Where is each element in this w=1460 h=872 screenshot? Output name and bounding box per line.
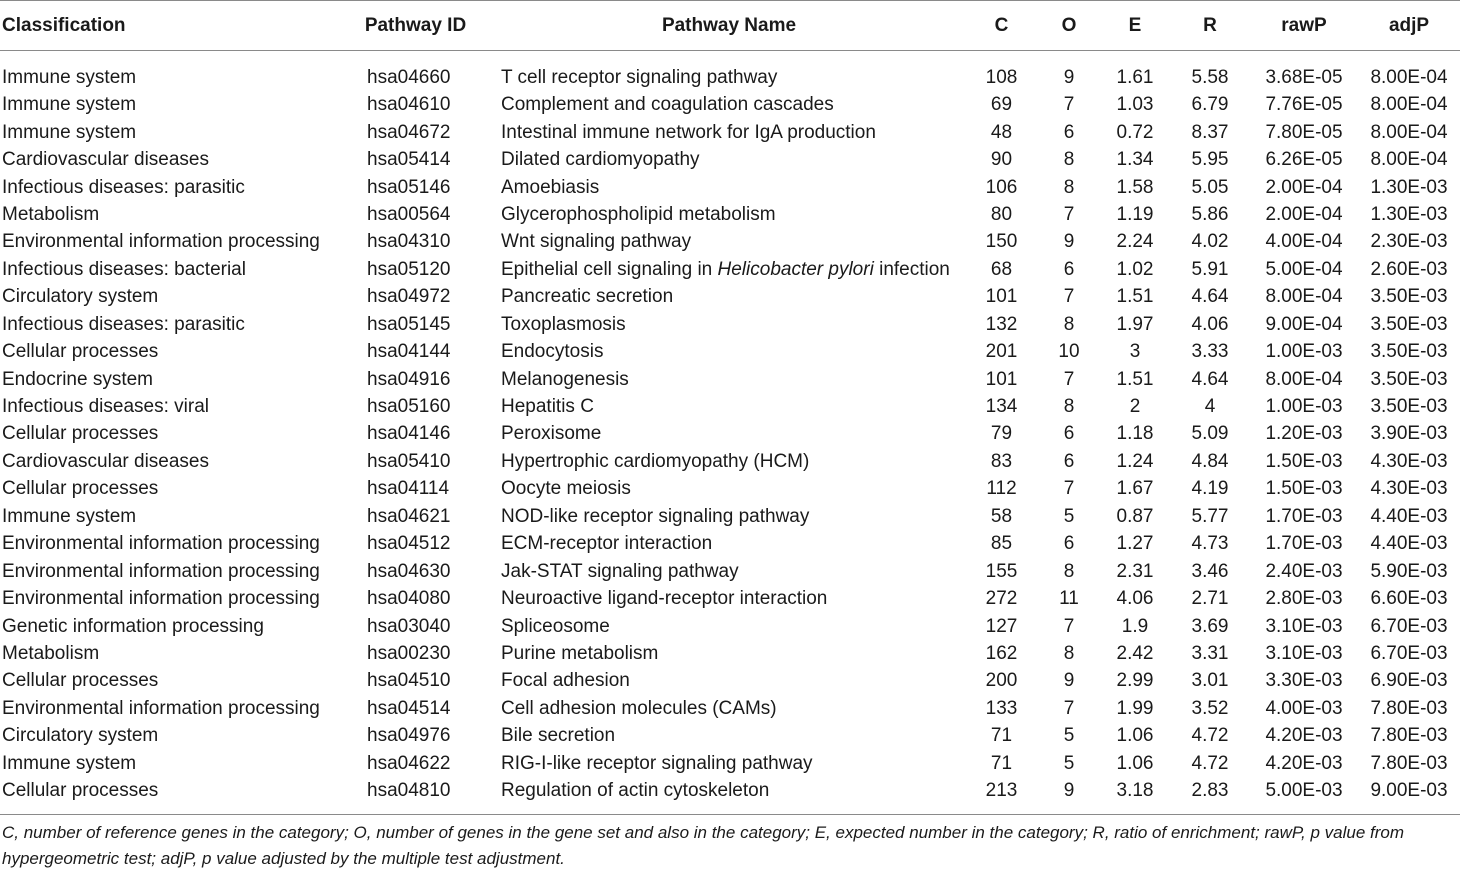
cell-e: 1.58 — [1116, 176, 1154, 198]
cell-pathway-name: Neuroactive ligand-receptor interaction — [501, 588, 828, 610]
cell-rawp: 2.80E-03 — [1265, 588, 1343, 610]
cell-adjp: 1.30E-03 — [1370, 176, 1448, 198]
cell-pathway-name: Oocyte meiosis — [501, 478, 631, 500]
cell-pathway-name: Amoebiasis — [501, 176, 600, 198]
cell-c: 79 — [990, 423, 1013, 445]
cell-pathway-name: Spliceosome — [501, 615, 610, 637]
cell-classification: Environmental information processing — [2, 533, 320, 555]
table-row — [0, 722, 1460, 749]
cell-adjp: 6.90E-03 — [1370, 670, 1448, 692]
cell-classification: Cardiovascular diseases — [2, 450, 209, 472]
table-row — [0, 503, 1460, 530]
cell-classification: Cellular processes — [0, 777, 338, 815]
cell-pathway-id: hsa05145 — [367, 313, 451, 335]
header-e: E — [1100, 1, 1170, 51]
cell-r: 4.19 — [1191, 478, 1229, 500]
cell-e: 0.72 — [1116, 121, 1154, 143]
cell-e: 1.02 — [1116, 258, 1154, 280]
cell-pathway-name: T cell receptor signaling pathway — [501, 67, 778, 88]
cell-adjp: 4.30E-03 — [1370, 478, 1448, 500]
cell-c: 101 — [985, 286, 1018, 308]
cell-e: 3 — [1129, 341, 1141, 363]
cell-adjp: 4.40E-03 — [1370, 505, 1448, 527]
header-c: C — [965, 1, 1038, 51]
cell-pathway-name: Dilated cardiomyopathy — [501, 149, 700, 171]
cell-classification: Cellular processes — [2, 670, 159, 692]
cell-o: 5 — [1063, 725, 1075, 747]
cell-o: 6 — [1063, 533, 1075, 555]
cell-pathway-id: hsa05146 — [367, 176, 451, 198]
cell-pathway-id: hsa04810 — [338, 777, 493, 815]
cell-rawp: 3.10E-03 — [1265, 642, 1343, 664]
cell-r: 4.06 — [1191, 313, 1229, 335]
cell-e: 1.06 — [1116, 752, 1154, 774]
cell-e: 1.34 — [1116, 149, 1154, 171]
table-row — [0, 311, 1460, 338]
cell-o: 5 — [1063, 505, 1075, 527]
cell-r: 3.52 — [1191, 697, 1229, 719]
table-row — [0, 667, 1460, 694]
cell-o: 9 — [1063, 231, 1075, 253]
table-row — [0, 557, 1460, 584]
cell-rawp: 1.70E-03 — [1265, 533, 1343, 555]
cell-e: 2 — [1129, 396, 1141, 418]
cell-o: 5 — [1063, 752, 1075, 774]
cell-rawp: 1.70E-03 — [1265, 505, 1343, 527]
header-rawp: rawP — [1250, 1, 1358, 51]
cell-r: 4 — [1204, 396, 1216, 418]
table-footnote — [2, 820, 1458, 872]
cell-c: 132 — [985, 313, 1018, 335]
cell-c: 127 — [985, 615, 1018, 637]
cell-r: 5.58 — [1191, 67, 1229, 88]
cell-o: 8 — [1063, 313, 1075, 335]
pathway-name-part: infection — [873, 258, 950, 280]
cell-e: 1.97 — [1116, 313, 1154, 335]
cell-c: 201 — [985, 341, 1018, 363]
cell-e: 0.87 — [1116, 505, 1154, 527]
cell-pathway-name: Glycerophospholipid metabolism — [501, 203, 776, 225]
cell-c: 71 — [990, 752, 1013, 774]
cell-c: 68 — [990, 258, 1013, 280]
cell-rawp: 7.80E-05 — [1265, 121, 1343, 143]
cell-adjp: 4.30E-03 — [1370, 450, 1448, 472]
cell-pathway-name: Bile secretion — [501, 725, 616, 747]
cell-pathway-name: NOD-like receptor signaling pathway — [501, 505, 810, 527]
cell-classification: Circulatory system — [2, 286, 159, 308]
cell-pathway-id: hsa00230 — [367, 642, 451, 664]
table-body — [0, 51, 1460, 815]
cell-pathway-id: hsa04514 — [367, 697, 451, 719]
cell-pathway-id: hsa04310 — [367, 231, 451, 253]
cell-o: 7 — [1063, 697, 1075, 719]
table-row — [0, 173, 1460, 200]
table-row — [0, 585, 1460, 612]
cell-r: 5.05 — [1191, 176, 1229, 198]
cell-rawp: 1.50E-03 — [1265, 478, 1343, 500]
cell-pathway-name: Pancreatic secretion — [501, 286, 674, 308]
cell-r: 3.01 — [1191, 670, 1229, 692]
cell-pathway-id: hsa04660 — [367, 67, 451, 88]
cell-c: 106 — [985, 176, 1018, 198]
cell-pathway-id: hsa05410 — [367, 450, 451, 472]
cell-pathway-id: hsa04510 — [367, 670, 451, 692]
cell-pathway-id: hsa05160 — [367, 396, 451, 418]
cell-pathway-id: hsa05414 — [367, 149, 451, 171]
cell-c: 162 — [985, 642, 1018, 664]
cell-c: 80 — [990, 203, 1013, 225]
table-row — [0, 448, 1460, 475]
cell-c: 108 — [985, 67, 1018, 88]
cell-rawp: 5.00E-04 — [1265, 258, 1343, 280]
cell-pathway-id: hsa04630 — [367, 560, 451, 582]
cell-rawp: 3.68E-05 — [1265, 67, 1343, 88]
cell-c: 71 — [990, 725, 1013, 747]
cell-pathway-id: hsa04114 — [367, 478, 450, 500]
cell-c: 134 — [985, 396, 1018, 418]
cell-pathway-id: hsa04972 — [367, 286, 451, 308]
cell-r: 3.33 — [1191, 341, 1229, 363]
cell-rawp: 2.00E-04 — [1265, 176, 1343, 198]
cell-pathway-name: Purine metabolism — [501, 642, 659, 664]
table-row — [0, 612, 1460, 639]
cell-classification: Environmental information processing — [2, 588, 320, 610]
cell-e: 1.03 — [1116, 94, 1154, 116]
cell-classification: Immune system — [2, 505, 137, 527]
table-row — [0, 338, 1460, 365]
cell-e: 4.06 — [1116, 588, 1154, 610]
cell-c: 85 — [990, 533, 1013, 555]
cell-o: 8 — [1063, 149, 1075, 171]
cell-e: 2.99 — [1116, 670, 1154, 692]
footnote-line-1: C, number of reference genes in the category; O, number of genes in the gene set and also in the category; E, expected number in the category; R, ratio of enrichment; rawP, p value from — [2, 823, 1405, 842]
cell-rawp: 6.26E-05 — [1265, 149, 1343, 171]
cell-o: 7 — [1063, 203, 1075, 225]
cell-rawp: 2.40E-03 — [1265, 560, 1343, 582]
cell-pathway-id: hsa04146 — [367, 423, 451, 445]
cell-adjp: 1.30E-03 — [1370, 203, 1448, 225]
cell-e: 2.24 — [1116, 231, 1154, 253]
table-row — [0, 420, 1460, 447]
cell-pathway-id: hsa04080 — [367, 588, 451, 610]
cell-classification: Cardiovascular diseases — [2, 149, 209, 171]
cell-classification: Cellular processes — [2, 423, 159, 445]
cell-r: 5.86 — [1191, 203, 1229, 225]
cell-adjp: 8.00E-04 — [1370, 94, 1448, 116]
cell-c: 112 — [986, 478, 1017, 500]
table-row — [0, 640, 1460, 667]
cell-pathway-id: hsa04976 — [367, 725, 451, 747]
table-header — [0, 1, 1460, 51]
table-row — [0, 118, 1460, 145]
cell-e: 1.99 — [1116, 697, 1154, 719]
cell-classification: Infectious diseases: parasitic — [2, 176, 245, 198]
cell-rawp: 1.20E-03 — [1265, 423, 1343, 445]
header-pathway-id: Pathway ID — [338, 1, 493, 51]
cell-pathway-id: hsa04622 — [367, 752, 451, 774]
cell-o: 7 — [1063, 94, 1075, 116]
cell-c: 150 — [985, 231, 1018, 253]
cell-pathway-name: Complement and coagulation cascades — [501, 94, 834, 116]
cell-classification: Immune system — [2, 121, 137, 143]
cell-rawp: 8.00E-04 — [1265, 286, 1343, 308]
table-row — [0, 393, 1460, 420]
cell-r: 3.46 — [1191, 560, 1229, 582]
cell-rawp: 4.00E-04 — [1265, 231, 1343, 253]
cell-classification: Immune system — [2, 94, 137, 116]
cell-pathway-id: hsa03040 — [367, 615, 451, 637]
cell-r: 2.83 — [1170, 777, 1250, 815]
cell-o: 9 — [1038, 777, 1100, 815]
cell-o: 8 — [1063, 560, 1075, 582]
table-row — [0, 256, 1460, 283]
cell-rawp: 1.50E-03 — [1265, 450, 1343, 472]
cell-classification: Immune system — [2, 752, 137, 774]
cell-adjp: 8.00E-04 — [1370, 121, 1448, 143]
cell-e: 2.31 — [1116, 560, 1154, 582]
cell-classification: Environmental information processing — [2, 560, 320, 582]
cell-r: 8.37 — [1191, 121, 1229, 143]
cell-pathway-id: hsa00564 — [367, 203, 451, 225]
cell-adjp: 6.60E-03 — [1370, 588, 1448, 610]
cell-adjp: 3.90E-03 — [1370, 423, 1448, 445]
cell-adjp: 6.70E-03 — [1370, 615, 1448, 637]
cell-classification: Genetic information processing — [2, 615, 264, 637]
cell-c: 200 — [985, 670, 1018, 692]
cell-pathway-name: RIG-I-like receptor signaling pathway — [501, 752, 813, 774]
cell-c: 83 — [990, 450, 1013, 472]
cell-o: 7 — [1063, 286, 1075, 308]
cell-adjp: 2.60E-03 — [1370, 258, 1448, 280]
cell-rawp: 4.20E-03 — [1265, 752, 1343, 774]
pathway-name-part: Epithelial cell signaling in — [501, 258, 718, 280]
cell-e: 3.18 — [1100, 777, 1170, 815]
cell-c: 133 — [985, 697, 1018, 719]
cell-r: 5.95 — [1191, 149, 1229, 171]
table-row — [0, 695, 1460, 722]
cell-pathway-name: Hepatitis C — [501, 396, 594, 418]
cell-r: 4.73 — [1191, 533, 1229, 555]
table-row — [0, 777, 1460, 815]
cell-pathway-name: Intestinal immune network for IgA production — [501, 121, 876, 143]
cell-e: 1.51 — [1116, 286, 1154, 308]
cell-c: 213 — [965, 777, 1038, 815]
cell-c: 69 — [990, 94, 1013, 116]
cell-e: 1.18 — [1116, 423, 1154, 445]
cell-adjp: 3.50E-03 — [1370, 286, 1448, 308]
cell-pathway-name: Melanogenesis — [501, 368, 629, 390]
cell-pathway-id: hsa04916 — [367, 368, 451, 390]
cell-rawp: 3.10E-03 — [1265, 615, 1343, 637]
footnote-line-2: hypergeometric test; adjP, p value adjusted by the multiple test adjustment. — [2, 849, 565, 868]
cell-adjp: 7.80E-03 — [1370, 697, 1448, 719]
cell-r: 5.09 — [1191, 423, 1229, 445]
cell-pathway-id: hsa04610 — [367, 94, 451, 116]
cell-c: 101 — [985, 368, 1018, 390]
cell-classification: Circulatory system — [2, 725, 159, 747]
cell-r: 3.69 — [1191, 615, 1229, 637]
cell-pathway-name: Toxoplasmosis — [501, 313, 626, 335]
cell-pathway-id: hsa04672 — [367, 121, 451, 143]
cell-c: 90 — [990, 149, 1013, 171]
cell-o: 9 — [1063, 670, 1075, 692]
cell-r: 3.31 — [1191, 642, 1229, 664]
cell-classification: Cellular processes — [2, 478, 159, 500]
cell-adjp: 2.30E-03 — [1370, 231, 1448, 253]
table-row — [0, 228, 1460, 255]
cell-classification: Environmental information processing — [2, 697, 320, 719]
cell-e: 1.19 — [1116, 203, 1154, 225]
header-r: R — [1170, 1, 1250, 51]
cell-e: 1.61 — [1116, 67, 1154, 88]
cell-r: 4.02 — [1191, 231, 1229, 253]
header-classification: Classification — [0, 1, 338, 51]
cell-adjp: 8.00E-04 — [1370, 149, 1448, 171]
cell-pathway-id: hsa04512 — [367, 533, 451, 555]
cell-o: 9 — [1063, 67, 1075, 88]
cell-adjp: 9.00E-03 — [1358, 777, 1460, 815]
table-row — [0, 475, 1460, 502]
cell-r: 4.72 — [1191, 725, 1229, 747]
header-o: O — [1038, 1, 1100, 51]
table-row — [0, 530, 1460, 557]
cell-pathway-id: hsa05120 — [367, 258, 451, 280]
table-row — [0, 146, 1460, 173]
cell-o: 6 — [1063, 258, 1075, 280]
cell-r: 4.64 — [1191, 368, 1229, 390]
cell-pathway-name — [493, 256, 965, 283]
cell-o: 6 — [1063, 121, 1075, 143]
cell-pathway-id: hsa04144 — [367, 341, 451, 363]
cell-adjp: 3.50E-03 — [1370, 396, 1448, 418]
table-row — [0, 283, 1460, 310]
cell-classification: Metabolism — [2, 642, 100, 664]
cell-o: 7 — [1063, 478, 1075, 500]
cell-o: 8 — [1063, 176, 1075, 198]
cell-adjp: 7.80E-03 — [1370, 752, 1448, 774]
cell-r: 5.91 — [1191, 258, 1229, 280]
cell-adjp: 5.90E-03 — [1370, 560, 1448, 582]
cell-o: 7 — [1063, 368, 1075, 390]
cell-r: 4.64 — [1191, 286, 1229, 308]
cell-e: 2.42 — [1116, 642, 1154, 664]
cell-pathway-name: ECM-receptor interaction — [501, 533, 713, 555]
cell-pathway-name: Regulation of actin cytoskeleton — [493, 777, 965, 815]
cell-c: 58 — [990, 505, 1013, 527]
table-row — [0, 365, 1460, 392]
cell-rawp: 3.30E-03 — [1265, 670, 1343, 692]
cell-o: 7 — [1063, 615, 1075, 637]
cell-classification: Infectious diseases: bacterial — [2, 258, 246, 280]
cell-o: 6 — [1063, 423, 1075, 445]
cell-adjp: 6.70E-03 — [1370, 642, 1448, 664]
cell-pathway-name: Peroxisome — [501, 423, 602, 445]
cell-c: 272 — [985, 588, 1018, 610]
cell-adjp: 3.50E-03 — [1370, 368, 1448, 390]
cell-rawp: 4.20E-03 — [1265, 725, 1343, 747]
table-row — [0, 51, 1460, 92]
cell-r: 2.71 — [1191, 588, 1229, 610]
cell-r: 6.79 — [1191, 94, 1229, 116]
cell-o: 8 — [1063, 396, 1075, 418]
table-row — [0, 750, 1460, 777]
cell-e: 1.51 — [1116, 368, 1154, 390]
cell-r: 5.77 — [1191, 505, 1229, 527]
cell-classification: Infectious diseases: viral — [2, 396, 209, 418]
cell-rawp: 2.00E-04 — [1265, 203, 1343, 225]
cell-pathway-name: Jak-STAT signaling pathway — [501, 560, 739, 582]
cell-e: 1.9 — [1121, 615, 1149, 637]
cell-rawp: 4.00E-03 — [1265, 697, 1343, 719]
table-row — [0, 201, 1460, 228]
cell-e: 1.24 — [1116, 450, 1154, 472]
cell-pathway-name: Wnt signaling pathway — [501, 231, 692, 253]
table-row — [0, 91, 1460, 118]
cell-classification: Metabolism — [2, 203, 100, 225]
header-adjp: adjP — [1358, 1, 1460, 51]
cell-c: 48 — [990, 121, 1013, 143]
header-row — [0, 1, 1460, 51]
cell-rawp: 9.00E-04 — [1265, 313, 1343, 335]
cell-adjp: 3.50E-03 — [1370, 313, 1448, 335]
header-pathway-name: Pathway Name — [493, 1, 965, 51]
cell-rawp: 7.76E-05 — [1265, 94, 1343, 116]
cell-pathway-name: Endocytosis — [501, 341, 604, 363]
cell-rawp: 1.00E-03 — [1265, 341, 1343, 363]
cell-classification: Endocrine system — [2, 368, 154, 390]
cell-o: 6 — [1063, 450, 1075, 472]
cell-r: 4.72 — [1191, 752, 1229, 774]
cell-pathway-id: hsa04621 — [367, 505, 451, 527]
cell-adjp: 8.00E-04 — [1370, 67, 1448, 88]
cell-rawp: 8.00E-04 — [1265, 368, 1343, 390]
cell-o: 10 — [1058, 341, 1080, 363]
cell-pathway-name: Focal adhesion — [501, 670, 630, 692]
cell-adjp: 7.80E-03 — [1370, 725, 1448, 747]
cell-rawp: 1.00E-03 — [1265, 396, 1343, 418]
cell-classification: Immune system — [2, 67, 137, 88]
cell-classification: Environmental information processing — [2, 231, 320, 253]
cell-e: 1.27 — [1116, 533, 1154, 555]
cell-e: 1.06 — [1116, 725, 1154, 747]
cell-classification: Cellular processes — [2, 341, 159, 363]
cell-rawp: 5.00E-03 — [1250, 777, 1358, 815]
cell-e: 1.67 — [1116, 478, 1154, 500]
cell-r: 4.84 — [1191, 450, 1229, 472]
cell-classification: Infectious diseases: parasitic — [2, 313, 245, 335]
cell-adjp: 4.40E-03 — [1370, 533, 1448, 555]
cell-adjp: 3.50E-03 — [1370, 341, 1448, 363]
cell-o: 11 — [1059, 588, 1079, 610]
pathway-name-italic: Helicobacter pylori — [717, 258, 874, 280]
cell-c: 155 — [985, 560, 1018, 582]
cell-o: 8 — [1063, 642, 1075, 664]
cell-pathway-name: Hypertrophic cardiomyopathy (HCM) — [501, 450, 810, 472]
cell-pathway-name: Cell adhesion molecules (CAMs) — [501, 697, 777, 719]
